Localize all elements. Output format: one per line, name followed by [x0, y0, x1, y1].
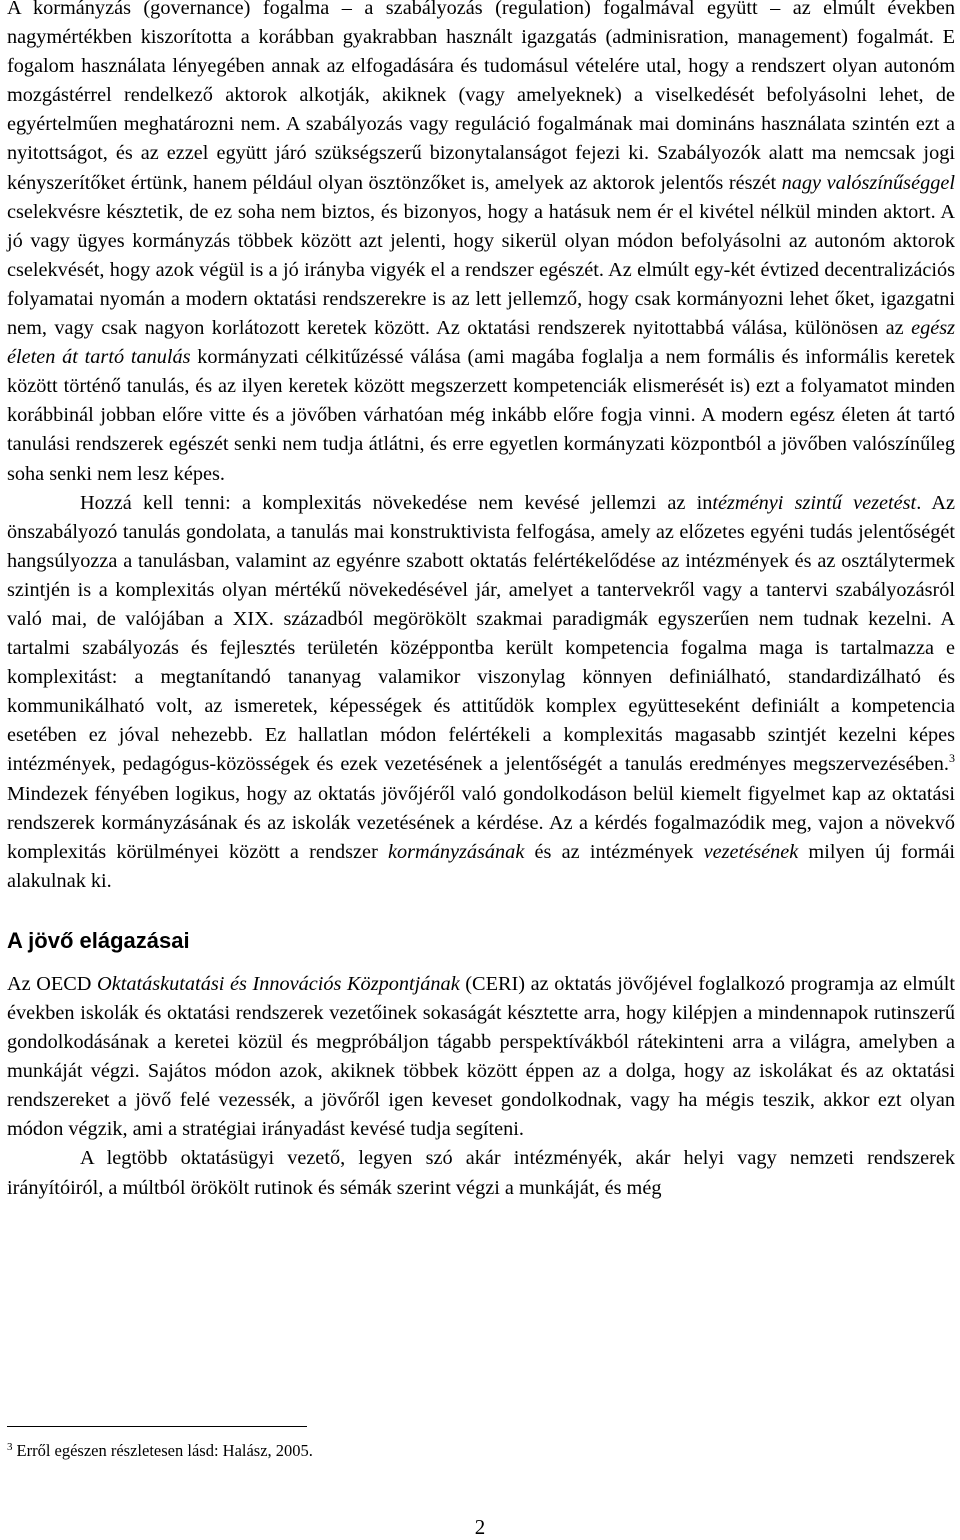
emphasis: tézményi szintű vezetést: [712, 491, 917, 514]
text-run: (CERI) az oktatás jövőjével foglalkozó programja az elmúlt években iskolák és oktatási rendszerek vezetőinek sokaságát késztette arra, hogy kilépjen a mindennapok rutinszerű gondolkodásának a keretei közül és megpróbáljon tágabb perspektívákból rátekinteni arra a világra, amelyben a munkáját végzi. Sajátos módon azok, akiknek többek között éppen az a dolga, hogy az iskolákat és az oktatási rendszereket a jövő felé vezessék, a jövőről igen keveset gondolkodnak, vagy ha mégis teszik, akkor ezt olyan módon végzik, ami a stratégiai irányadást kevésé tudja segíteni.: [7, 972, 955, 1141]
emphasis: vezetésének: [703, 840, 799, 863]
text-run: kormányzati célkitűzéssé válása (ami magába foglalja a nem formális és informális keretek között történő tanulás, és az ilyen keretek között megszerzett kompetenciák elismerését is) ezt a folyamatot minden korábbinál jobban előre vitte és a jövőben várhatóan még inkább előre fogja vinni. A modern egész életen át tartó tanulási rendszerek egészét senki nem tudja átlátni, és erre egyetlen kormányzati központból a jövőben valószínűleg soha senki nem lesz képes.: [7, 346, 955, 485]
text-run: Az OECD: [7, 972, 98, 995]
paragraph-governance: [7, 0, 955, 489]
text-run: cselekvésre késztetik, de ez soha nem biztos, és bizonyos, hogy a hatásuk nem ér el kivétel nélkül minden aktort. A jó vagy ügyes kormányzás többek között azt jelenti, hogy sikerül olyan módon befolyásolni az autonóm aktorok cselekvését, hogy azok végül is a jó irányba vigyék el a rendszer egészét. Az elmúlt egy-két évtized decentralizációs folyamatai nyomán a modern oktatási rendszerekre is az lett jellemző, hogy csak kormányozni lehet őket, igazgatni nem, vagy csak nagyon korlátozott keretek között. Az oktatási rendszerek nyitottabbá válása, különösen az: [7, 200, 955, 340]
emphasis: kormányzásának: [388, 840, 525, 863]
emphasis: egész életen át tartó tanulás: [7, 317, 955, 369]
footnote-mark: 3: [7, 1440, 13, 1453]
text-run: . Az önszabályozó tanulás gondolata, a tanulás mai konstruktivista felfogása, amely az előzetes egyéni tudás jelentőségét hangsúlyozza a tanulásban, valamint az egyénre szabott oktatás felértékelődése az intézmények és az osztálytermek szintjén is a komplexitás olyan mértékű növekedésével jár, amelyet a tantervekről vagy a tantervi szabályozásról való mai, de valójában a XIX. századból megörökölt szakmai paradigmák egyszerűen nem tudnak kezelni. A tartalmi szabályozás és fejlesztés területén középpontba került kompetencia fogalma maga is tartalmazza e komplexitást: a megtanítandó tananyag valamikor viszonylag könnyen definiálható, standardizálható és kommunikálható volt, az ismeretek, képességek és attitűdök komplex együtteseként definiált a kompetencia esetében ez jóval nehezebb. Ez hallatlan módon felértékeli a komplexitás magasabb szintjét kezelni képes intézmények, pedagógus-közösségek és ezek vezetésének a jelentőségét a tanulás eredményes megszervezésében.: [7, 491, 955, 776]
footnote-divider: [7, 1426, 307, 1427]
paragraph-leaders: A legtöbb oktatásügyi vezető, legyen szó akár intézményék, akár helyi vagy nemzeti rendszerek irányítóiról, a múltból örökölt rutinok és sémák szerint végzi a munkáját, és még: [7, 1147, 955, 1199]
emphasis: Oktatáskutatási és Innovációs Központjának: [97, 972, 460, 995]
document-page: [7, 0, 955, 1203]
section-heading: A jövő elágazásai: [7, 927, 190, 953]
emphasis: nagy valószínűséggel: [781, 171, 955, 194]
text-run: milyen új formái alakulnak ki.: [7, 840, 955, 892]
paragraph-oecd: [7, 970, 955, 1145]
page-number: 2: [474, 1515, 486, 1539]
footnote-text: Erről egészen részletesen lásd: Halász, 2005.: [16, 1441, 313, 1460]
footnote-reference[interactable]: 3: [949, 751, 955, 766]
paragraph-complexity: [7, 489, 955, 896]
text-run: és az intézmények: [524, 840, 704, 863]
text-run: A kormányzás (governance) fogalma – a szabályozás (regulation) fogalmával együtt – az elmúlt években nagymértékben kiszorította a korábban gyakrabban használt igazgatás (adminisration, management) fogalmát. E fogalom használata lényegében annak az elfogadására és tudomásul vételére utal, hogy a rendszert olyan autonóm mozgástérrel rendelkező aktorok alkotják, akiknek (vagy amelyeknek) a viselkedését befolyásolni lehet, de egyértelműen meghatározni nem. A szabályozás vagy reguláció fogalmának mai domináns használata szintén ezt a nyitottságot, és az ezzel együtt járó szükségszerű bizonytalanságot fejezi ki. Szabályozók alatt ma nemcsak jogi kényszerítőket értünk, hanem például olyan ösztönzőket is, amelyek az aktorok jelentős részét: [7, 0, 955, 194]
text-run: Mindezek fényében logikus, hogy az oktatás jövőjéről való gondolkodáson belül kiemelt figyelmet kap az oktatási rendszerek kormányzásának és az iskolák vezetésének a kérdése. Az a kérdés fogalmazódik meg, vajon a növekvő komplexitás körülményei között a rendszer: [7, 782, 955, 863]
text-run: Hozzá kell tenni: a komplexitás növekedése nem kevésé jellemzi az in: [80, 491, 713, 514]
footnote: [7, 1440, 313, 1462]
